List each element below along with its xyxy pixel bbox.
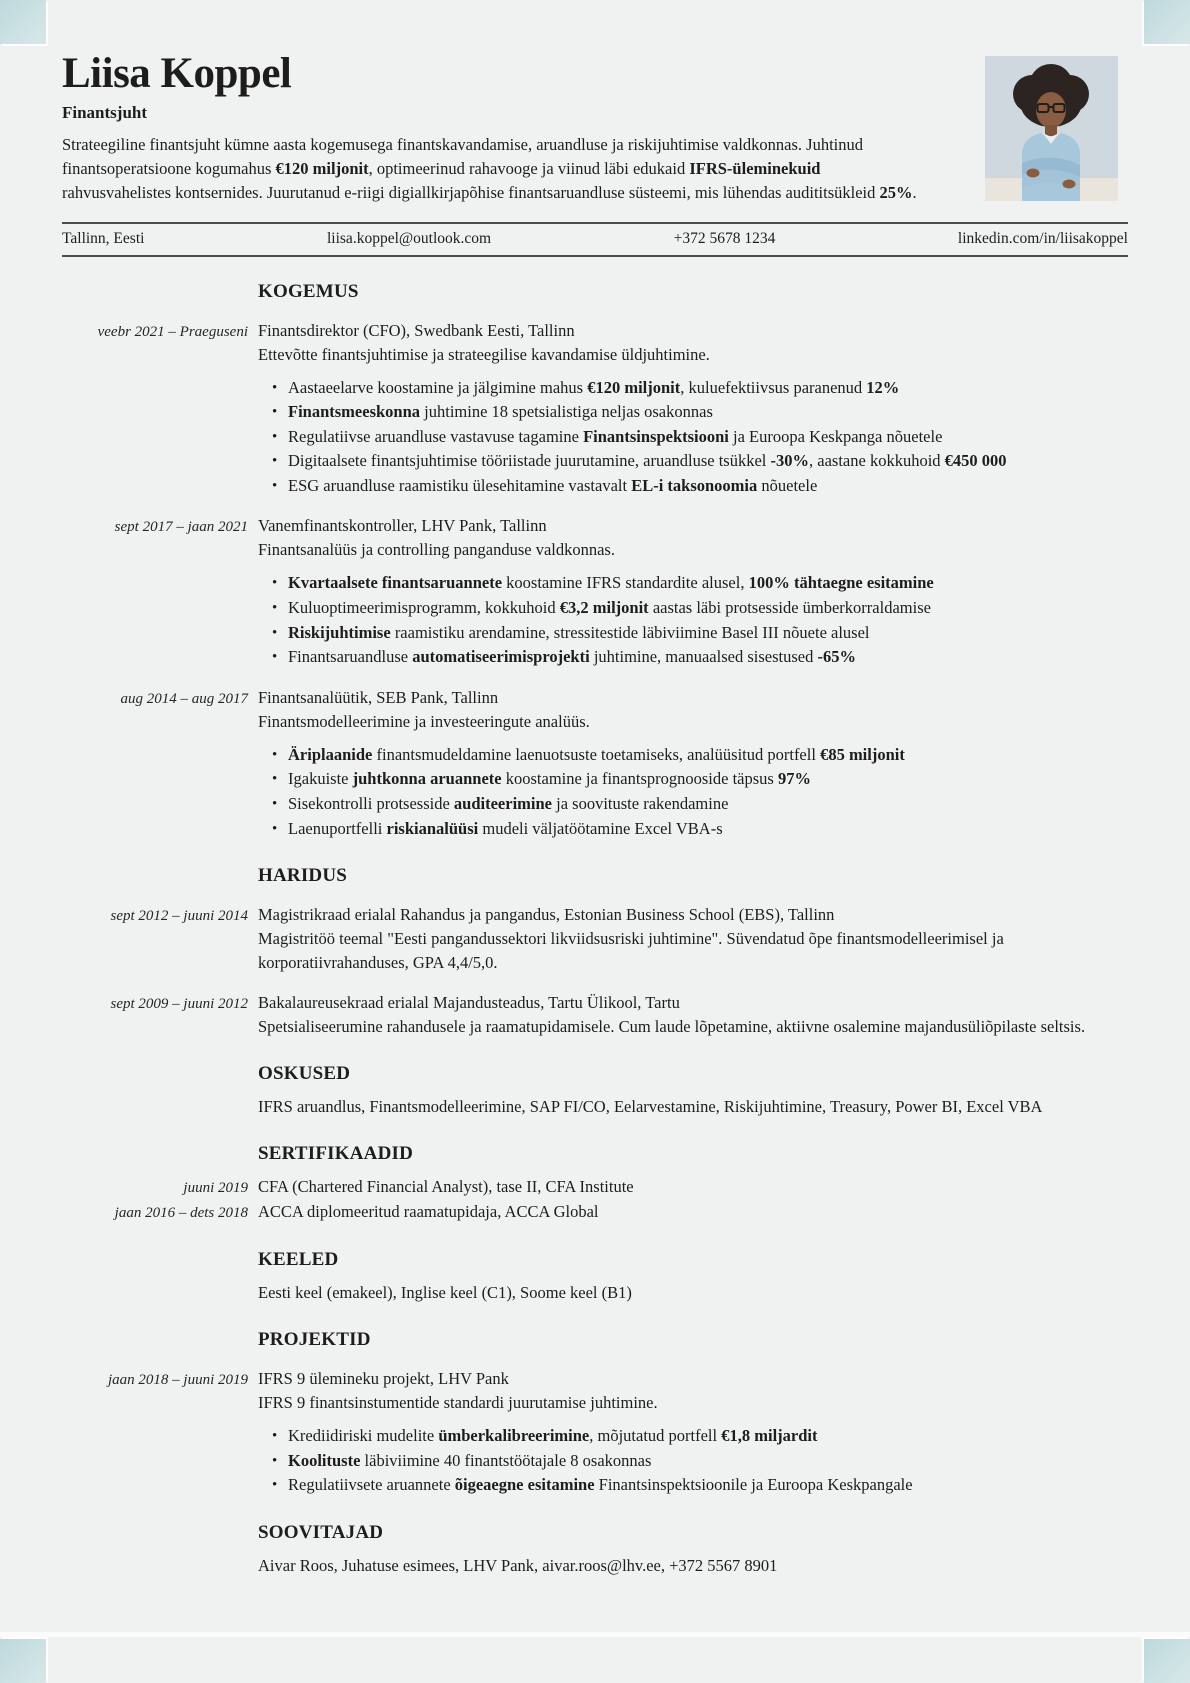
entry-date: jaan 2016 – dets 2018: [114, 1205, 248, 1222]
certificate-entry: [62, 1200, 1128, 1225]
bullet-list: [258, 376, 1128, 499]
bullet-item: • Äriplaanide finantsmudeldamine laenuotsuste toetamiseks, analüüsitud portfell €85 miljonit: [258, 743, 1128, 768]
corner-accent-bottom-right: [1144, 1639, 1190, 1683]
experience-entry: [62, 514, 1128, 669]
bullet-item: • Igakuiste juhtkonna aruannete koostamine ja finantsprognooside täpsus 97%: [258, 767, 1128, 792]
contact-bar: [62, 222, 1128, 257]
entry-title: IFRS 9 ülemineku projekt, LHV Pank: [258, 1369, 509, 1389]
section-heading-experience: KOGEMUS: [258, 280, 359, 302]
bullet-item: • ESG aruandluse raamistiku ülesehitamine vastavalt EL-i taksonoomia nõuetele: [258, 474, 1128, 499]
entry-title: Magistrikraad erialal Rahandus ja pangandus, Estonian Business School (EBS), Tallinn: [258, 905, 835, 925]
entry-date: juuni 2019: [183, 1180, 248, 1197]
references-text: Aivar Roos, Juhatuse esimees, LHV Pank, aivar.roos@lhv.ee, +372 5567 8901: [258, 1556, 778, 1575]
bullet-item: • Kuluoptimeerimisprogramm, kokkuhoid €3,2 miljonit aastas läbi protsesside ümberkorraldamise: [258, 596, 1128, 621]
corner-accent-bottom-left: [0, 1639, 46, 1683]
bullet-item: • Regulatiivse aruandluse vastavuse tagamine Finantsinspektsiooni ja Euroopa Keskpanga nõuetele: [258, 425, 1128, 450]
section-heading-certificates: SERTIFIKAADID: [258, 1143, 414, 1165]
entry-subtitle: Finantsmodelleerimine ja investeeringute analüüs.: [258, 711, 590, 731]
bullet-item: • Finantsmeeskonna juhtimine 18 spetsialistiga neljas osakonnas: [258, 400, 1128, 425]
entry-subtitle: Finantsanalüüs ja controlling panganduse valdkonnas.: [258, 540, 615, 560]
project-entry: [62, 1367, 1128, 1498]
bullet-item: • Kvartaalsete finantsaruannete koostamine IFRS standardite alusel, 100% tähtaegne esitamine: [258, 571, 1128, 596]
section-heading-projects: PROJEKTID: [258, 1329, 371, 1351]
contact-phone: +372 5678 1234: [673, 229, 776, 247]
entry-title: Finantsanalüütik, SEB Pank, Tallinn: [258, 687, 499, 707]
bullet-item: • Riskijuhtimise raamistiku arendamine, stressitestide läbiviimine Basel III nõuete alusel: [258, 621, 1128, 646]
entry-date: sept 2017 – jaan 2021: [114, 519, 248, 536]
profile-photo: [985, 56, 1118, 201]
certificate-entry: [62, 1175, 1128, 1200]
entry-date: sept 2012 – juuni 2014: [110, 908, 248, 925]
skills-text: IFRS aruandlus, Finantsmodelleerimine, SAP FI/CO, Eelarvestamine, Riskijuhtimine, Treasury, Power BI, Excel VBA: [258, 1097, 1043, 1117]
page-bottom-edge: [0, 1632, 1190, 1637]
person-job-title: Finantsjuht: [62, 103, 148, 122]
entry-title: ACCA diplomeeritud raamatupidaja, ACCA Global: [258, 1202, 599, 1222]
person-name: Liisa Koppel: [62, 50, 292, 97]
bullet-item: • Krediidiriski mudelite ümberkalibreerimine, mõjutatud portfell €1,8 miljardit: [258, 1424, 1128, 1449]
contact-linkedin: linkedin.com/in/liisakoppel: [957, 229, 1128, 247]
corner-accent-top-right: [1144, 0, 1190, 44]
section-experience: [62, 257, 1128, 842]
summary-paragraph: Strateegiline finantsjuht kümne aasta kogemusega finantskavandamise, aruandluse ja riskijuhtimise valdkonnas. Juhtinud finantsoperatsioone kogumahus €120 miljonit, optimeerinud rahavooge ja viinud läbi edukaid IFRS-üleminekuid rahvusvahelistes kontsernides. Juurutanud e-riigi digiallkirjapõhise finantsaruandluse süsteemi, mis lühendas audititsükleid 25%.: [62, 135, 917, 202]
entry-title: Bakalaureusekraad erialal Majandusteadus, Tartu Ülikool, Tartu: [258, 993, 680, 1013]
section-education: [62, 841, 1128, 1039]
section-certificates: [62, 1119, 1128, 1225]
entry-date: jaan 2018 – juuni 2019: [107, 1372, 248, 1389]
bullet-item: • Finantsaruandluse automatiseerimisprojekti juhtimine, manuaalsed sisestused -65%: [258, 645, 1128, 670]
bullet-item: • Aastaeelarve koostamine ja jälgimine mahus €120 miljonit, kuluefektiivsus paranenud 12%: [258, 376, 1128, 401]
contact-email: liisa.koppel@outlook.com: [326, 229, 492, 247]
contact-location: Tallinn, Eesti: [62, 229, 145, 247]
bullet-list: [258, 743, 1128, 841]
entry-date: veebr 2021 – Praeguseni: [97, 323, 248, 340]
section-languages: [62, 1225, 1128, 1305]
entry-description: Spetsialiseerumine rahandusele ja raamatupidamisele. Cum laude lõpetamine, aktiivne osalemine majandusüliõpilaste seltsis.: [258, 1017, 1086, 1037]
section-heading-education: HARIDUS: [258, 865, 348, 887]
section-heading-skills: OSKUSED: [258, 1063, 351, 1085]
section-heading-references: SOOVITAJAD: [258, 1522, 384, 1543]
resume-content: [62, 42, 1128, 1578]
education-entry: [62, 903, 1128, 975]
entry-title: Finantsdirektor (CFO), Swedbank Eesti, Tallinn: [258, 320, 575, 340]
bullet-item: • Laenuportfelli riskianalüüsi mudeli väljatöötamine Excel VBA-s: [258, 817, 1128, 842]
entry-subtitle: Ettevõtte finantsjuhtimise ja strateegilise kavandamise üldjuhtimine.: [258, 344, 710, 364]
languages-text: Eesti keel (emakeel), Inglise keel (C1), Soome keel (B1): [258, 1283, 632, 1303]
section-skills: [62, 1039, 1128, 1119]
entry-title: Vanemfinantskontroller, LHV Pank, Tallinn: [258, 516, 547, 536]
education-entry: [62, 991, 1128, 1039]
section-heading-languages: KEELED: [258, 1249, 339, 1271]
entry-description: Magistritöö teemal "Eesti pangandussektori likviidsusriski juhtimine". Süvendatud õpe finantsmodelleerimisel ja korporatiivrahanduses, GPA 4,4/5,0.: [258, 929, 1004, 973]
entry-title: CFA (Chartered Financial Analyst), tase II, CFA Institute: [258, 1177, 634, 1197]
bullet-item: • Sisekontrolli protsesside auditeerimine ja soovituste rakendamine: [258, 792, 1128, 817]
experience-entry: [62, 319, 1128, 499]
bullet-list: [258, 571, 1128, 669]
experience-entry: [62, 686, 1128, 841]
bullet-item: • Regulatiivsete aruannete õigeaegne esitamine Finantsinspektsioonile ja Euroopa Keskpangale: [258, 1473, 1128, 1498]
entry-subtitle: IFRS 9 finantsinstumentide standardi juurutamise juhtimine.: [258, 1393, 658, 1413]
bullet-item: • Koolituste läbiviimine 40 finantstöötajale 8 osakonnas: [258, 1449, 1128, 1474]
bullet-item: • Digitaalsete finantsjuhtimise tööriistade juurutamine, aruandluse tsükkel -30%, aastane kokkuhoid €450 000: [258, 449, 1128, 474]
bullet-list: [258, 1424, 1128, 1498]
entry-date: sept 2009 – juuni 2012: [110, 996, 248, 1013]
section-projects: [62, 1305, 1128, 1498]
entry-date: aug 2014 – aug 2017: [120, 690, 248, 707]
corner-accent-top-left: [0, 0, 46, 44]
section-references: [62, 1498, 1128, 1578]
